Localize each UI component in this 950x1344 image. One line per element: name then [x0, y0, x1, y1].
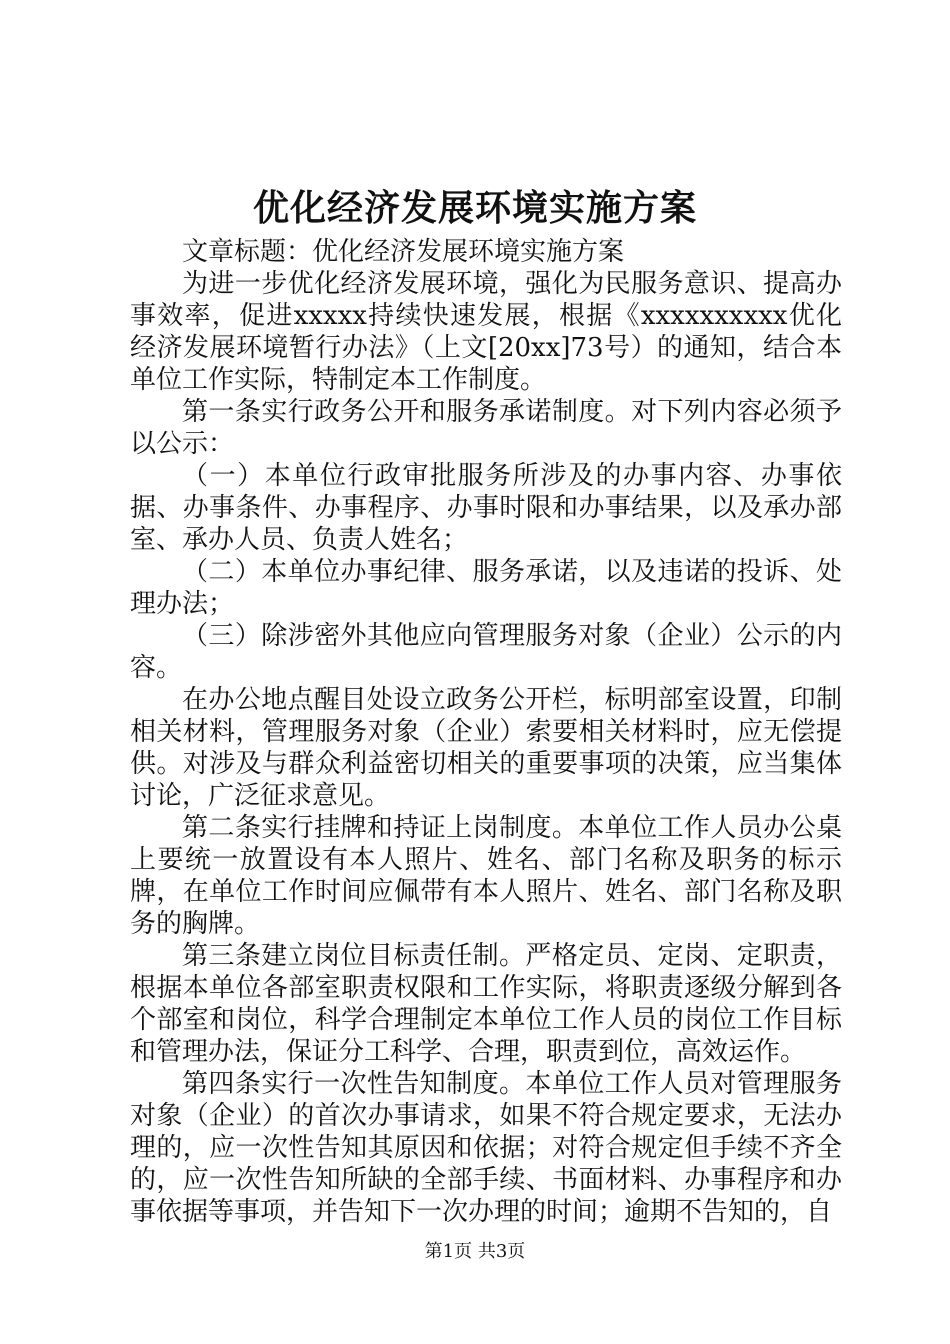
paragraph-article-4: 第四条实行一次性告知制度。本单位工作人员对管理服务对象（企业）的首次办事请求，如果不符合规定要求，无法办理的，应一次性告知其原因和依据；对符合规定但手续不齐全的，应一次性告知所缺的全部手续、书面材料、办事程序和办事依据等事项，并告知下一次办理的时间；逾期不告知的，自	[130, 1069, 842, 1227]
paragraph-item-2: （二）本单位办事纪律、服务承诺，以及违诺的投诉、处理办法；	[130, 557, 842, 619]
document-body	[130, 236, 842, 1228]
page-number-footer: 第1页 共3页	[424, 1241, 526, 1262]
paragraph-public-board: 在办公地点醒目处设立政务公开栏，标明部室设置，印制相关材料，管理服务对象（企业）索要相关材料时，应无偿提供。对涉及与群众利益密切相关的重要事项的决策，应当集体讨论，广泛征求意见。	[130, 685, 842, 811]
document-title: 优化经济发展环境实施方案	[252, 187, 697, 229]
paragraph-article-title: 文章标题：优化经济发展环境实施方案	[182, 237, 625, 267]
paragraph-item-3: （三）除涉密外其他应向管理服务对象（企业）公示的内容。	[130, 621, 842, 683]
paragraph-article-3: 第三条建立岗位目标责任制。严格定员、定岗、定职责，根据本单位各部室职责权限和工作实际，将职责逐级分解到各个部室和岗位，科学合理制定本单位工作人员的岗位工作目标和管理办法，保证分工科学、合理，职责到位，高效运作。	[130, 941, 842, 1067]
paragraph-article-2: 第二条实行挂牌和持证上岗制度。本单位工作人员办公桌上要统一放置设有本人照片、姓名、部门名称及职务的标示牌，在单位工作时间应佩带有本人照片、姓名、部门名称及职务的胸牌。	[130, 813, 842, 939]
paragraph-item-1: （一）本单位行政审批服务所涉及的办事内容、办事依据、办事条件、办事程序、办事时限和办事结果，以及承办部室、承办人员、负责人姓名；	[130, 461, 842, 555]
paragraph-article-1: 第一条实行政务公开和服务承诺制度。对下列内容必须予以公示：	[130, 397, 842, 459]
paragraph-intro: 为进一步优化经济发展环境，强化为民服务意识、提高办事效率，促进xxxxx持续快速发展，根据《xxxxxxxxxx优化经济发展环境暂行办法》（上文[20xx]73号）的通知，结合本单位工作实际，特制定本工作制度。	[130, 269, 842, 395]
